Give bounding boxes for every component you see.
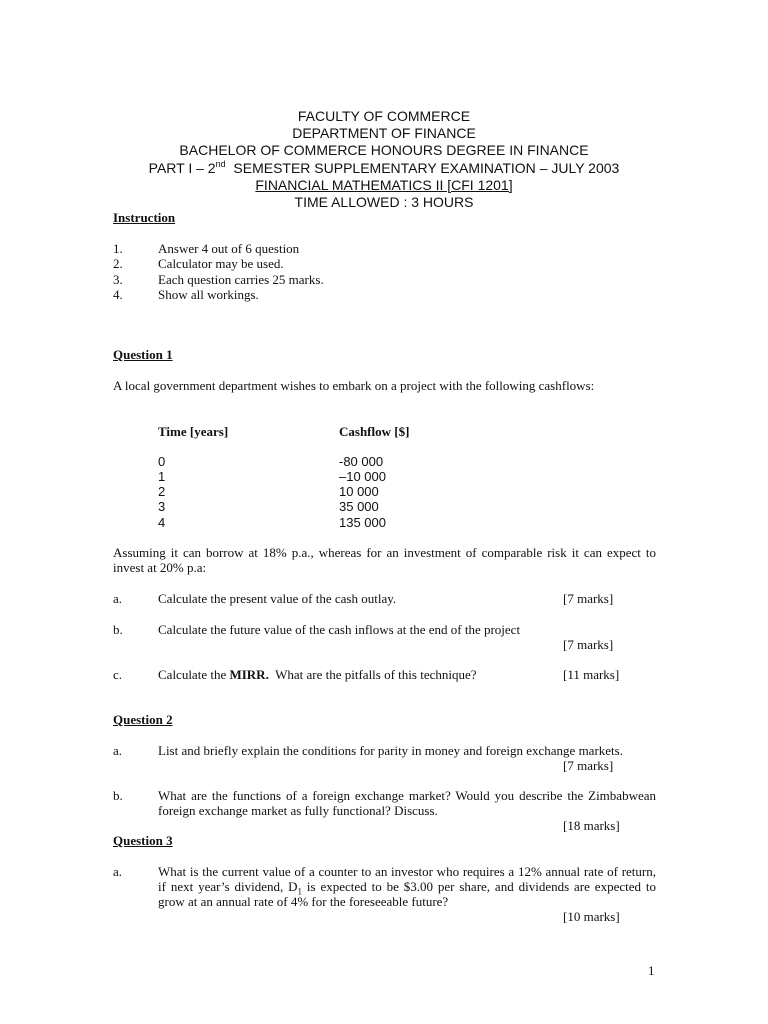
- exam-session: [0, 160, 768, 177]
- instruction-text: Show all workings.: [158, 287, 259, 302]
- question-2a-text: List and briefly explain the conditions for parity in money and foreign exchange markets.: [158, 743, 623, 758]
- part-label: b.: [113, 622, 123, 637]
- question-1a-text: Calculate the present value of the cash outlay.: [158, 591, 397, 606]
- question-3-heading: Question 3: [113, 833, 173, 848]
- question-3a-text: [158, 864, 656, 909]
- table-cell-cashflow: 135 000: [339, 515, 386, 530]
- question-2a-marks: [7 marks]: [563, 758, 614, 773]
- question-1c-text: [158, 667, 477, 682]
- question-1-intro: A local government department wishes to embark on a project with the following cashflows:: [113, 378, 595, 393]
- part-label: a.: [113, 591, 123, 606]
- faculty-title: FACULTY OF COMMERCE: [297, 108, 471, 124]
- exam-session-part: PART I – 2: [148, 160, 216, 176]
- question-3a-post: is expected to be $3.00 per share, and dividends are expected to grow at an annual rate of 4% for the foreseeable future?: [158, 879, 656, 909]
- table-cell-cashflow: -80 000: [339, 454, 384, 469]
- instruction-heading: Instruction: [113, 210, 176, 225]
- question-2b-marks: [18 marks]: [563, 818, 620, 833]
- mirr-term: MIRR.: [229, 667, 269, 682]
- question-1b-text: Calculate the future value of the cash inflows at the end of the project: [158, 622, 521, 637]
- instruction-text: Answer 4 out of 6 question: [158, 241, 300, 256]
- question-1b-marks: [7 marks]: [563, 637, 614, 652]
- question-1c-pre: Calculate the: [158, 667, 230, 682]
- part-label: a.: [113, 743, 123, 758]
- question-2-heading: Question 2: [113, 712, 173, 727]
- table-header-time: Time [years]: [158, 424, 229, 439]
- question-3a-pre: What is the current value of a counter to an investor who requires a 12% annual rate of return, if next year’s dividend, D: [158, 864, 656, 894]
- exam-session-ordinal: nd: [215, 159, 226, 169]
- table-cell-time: 3: [158, 499, 166, 514]
- department-title: DEPARTMENT OF FINANCE: [292, 125, 476, 141]
- table-header-cashflow: Cashflow [$]: [339, 424, 410, 439]
- question-2b-text: What are the functions of a foreign exchange market? Would you describe the Zimbabwean foreign exchange market as fully functional? Discuss.: [158, 788, 656, 818]
- part-label: c.: [113, 667, 123, 682]
- instruction-text: Calculator may be used.: [158, 256, 284, 271]
- time-allowed: TIME ALLOWED : 3 HOURS: [294, 194, 474, 210]
- question-1-assumption: Assuming it can borrow at 18% p.a., whereas for an investment of comparable risk it can expect to invest at 20% p.a:: [113, 545, 656, 575]
- table-cell-time: 1: [158, 469, 166, 484]
- table-cell-cashflow: –10 000: [339, 469, 386, 484]
- table-cell-cashflow: 35 000: [339, 499, 379, 514]
- part-label: a.: [113, 864, 123, 879]
- course-title-text: FINANCIAL MATHEMATICS II [CFI 1201]: [255, 177, 513, 193]
- question-1a-marks: [7 marks]: [563, 591, 614, 606]
- question-1c-post: What are the pitfalls of this technique?: [268, 667, 477, 682]
- instruction-num: 2.: [113, 256, 123, 271]
- table-cell-time: 4: [158, 515, 166, 530]
- question-1c-marks: [11 marks]: [563, 667, 620, 682]
- course-title: [0, 177, 768, 194]
- table-cell-time: 2: [158, 484, 166, 499]
- table-cell-cashflow: 10 000: [339, 484, 379, 499]
- page-number: 1: [648, 963, 655, 978]
- dividend-subscript: 1: [297, 886, 303, 897]
- instruction-num: 3.: [113, 272, 123, 287]
- instruction-num: 1.: [113, 241, 123, 256]
- question-1-heading: Question 1: [113, 347, 173, 362]
- instruction-text: Each question carries 25 marks.: [158, 272, 324, 287]
- instruction-num: 4.: [113, 287, 123, 302]
- exam-session-rest: SEMESTER SUPPLEMENTARY EXAMINATION – JULY 2003: [225, 160, 620, 176]
- table-cell-time: 0: [158, 454, 166, 469]
- question-3a-marks: [10 marks]: [563, 909, 620, 924]
- degree-title: BACHELOR OF COMMERCE HONOURS DEGREE IN FINANCE: [179, 142, 589, 158]
- part-label: b.: [113, 788, 123, 803]
